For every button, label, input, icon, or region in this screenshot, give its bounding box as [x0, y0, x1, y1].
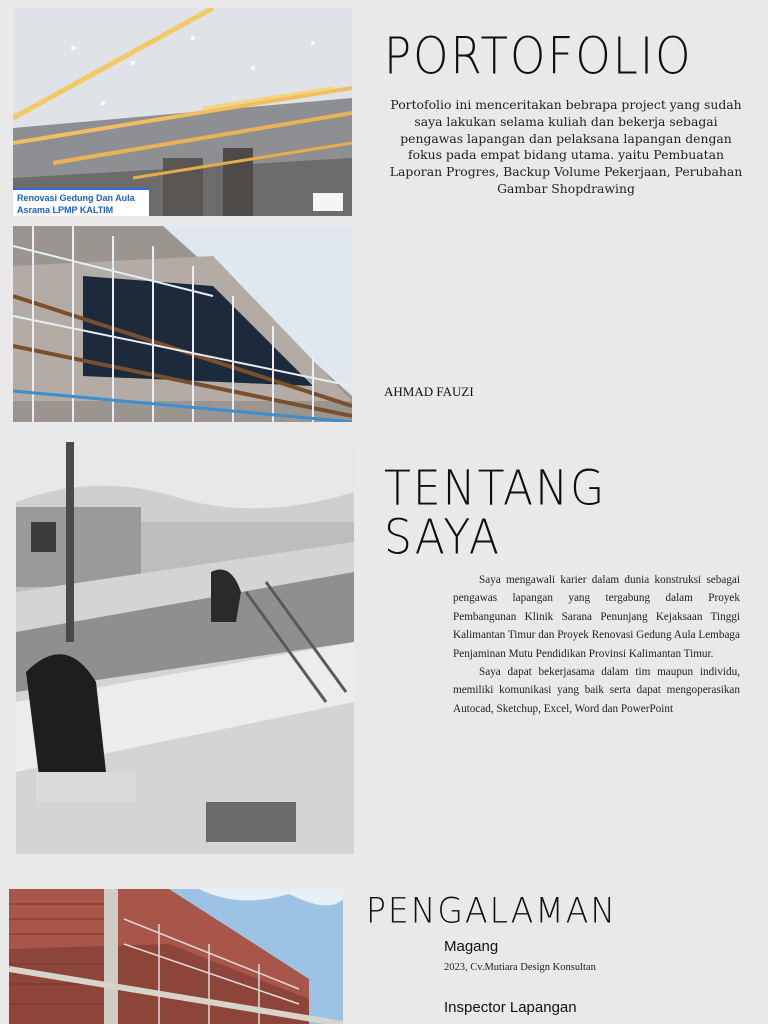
about-paragraph-1: Saya mengawali karier dalam dunia konstruksi sebagai pengawas lapangan yang tergabung dalam Proyek Pembangunan Klinik Sarana Penunjang Kejaksaan Tinggi Kalimantan Timur dan Proyek Renovasi Gedung Aula Lembaga Penjaminan Mutu Pendidikan Provinsi Kalimantan Timur. [453, 574, 740, 660]
about-title-line2: SAYA [384, 509, 501, 566]
building-photo [9, 889, 343, 1024]
experience-meta: 2023, Cv.Mutiara Design Konsultan [444, 962, 596, 973]
about-paragraph-2: Saya dapat bekerjasama dalam tim maupun individu, memiliki komunikasi yang baik serta dapat mengoperasikan Autocad, Sketchup, Excel, Word dan PowerPoint [453, 666, 740, 715]
experience-role: Inspector Lapangan [444, 999, 577, 1016]
portfolio-intro: Portofolio ini menceritakan bebrapa project yang sudah saya lakukan selama kuliah dan bekerja sebagai pengawas lapangan dan pelaksana lapangan dengan fokus pada empat bidang utama. yaitu Pembuatan Laporan Progres, Backup Volume Pekerjaan, Perubahan Gambar Shopdrawing [389, 97, 743, 196]
photo-caption: Renovasi Gedung Dan Aula Asrama LPMP KALTIM [13, 188, 149, 216]
portfolio-title: PORTOFOLIO [384, 26, 693, 86]
experience-title: PENGALAMAN [366, 889, 618, 931]
rooftop-photo [16, 442, 354, 854]
ceiling-photo [13, 8, 352, 216]
about-title-line1: TENTANG [384, 460, 607, 517]
experience-role: Magang [444, 938, 499, 955]
author-name: AHMAD FAUZI [384, 384, 474, 399]
about-body [453, 571, 740, 718]
scaffolding-photo [13, 226, 352, 422]
